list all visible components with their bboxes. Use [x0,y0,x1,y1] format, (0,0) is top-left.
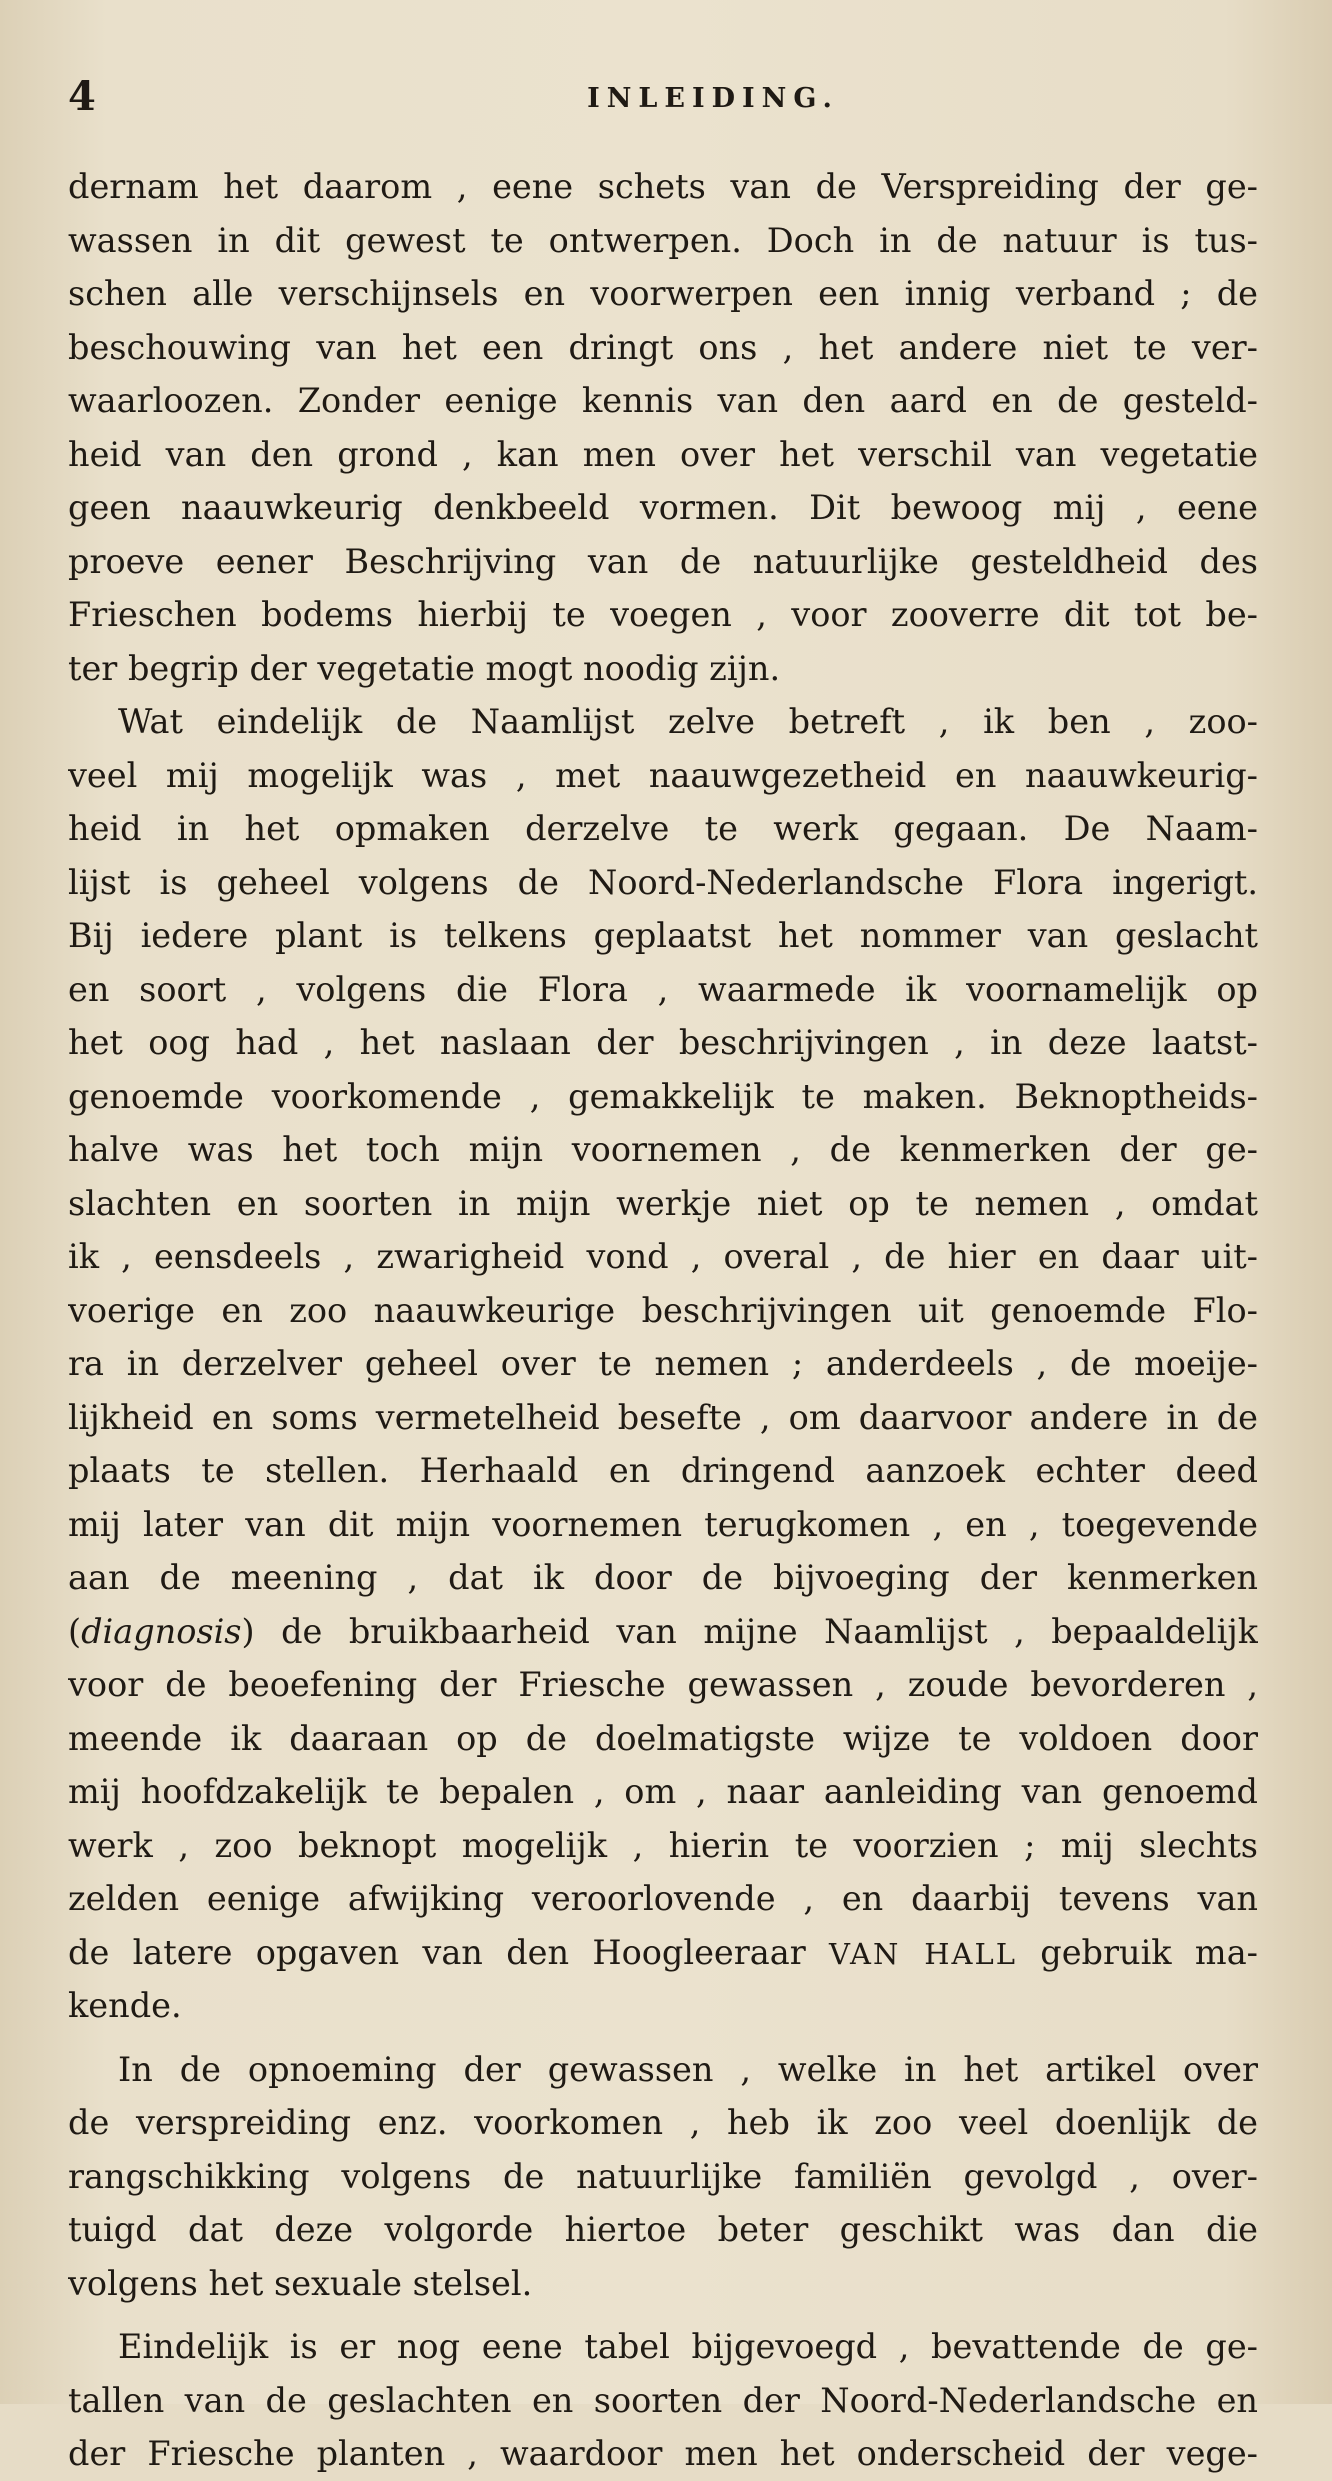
text-line: volgens het sexuale stelsel. [68,2263,533,2303]
text-line: werk , zoo beknopt mogelijk , hierin te voorzien ; mij slechts [68,1825,1258,1865]
text-line: heid in het opmaken derzelve te werk gegaan. De Naam- [68,809,1258,848]
page-number: 4 [68,73,96,120]
text-line: Frieschen bodems hierbij te voegen , voor zooverre dit tot be- [68,595,1258,634]
text-line: tuigd dat deze volgorde hiertoe beter geschikt was dan die [68,2210,1258,2249]
author-name: VAN HALL [829,1936,1017,1971]
paragraph [68,695,1258,2033]
text-line: geen naauwkeurig denkbeeld vormen. Dit bewoog mij , eene [68,488,1258,527]
text-line: (diagnosis) de bruikbaarheid van mijne Naamlijst , bepaaldelijk [68,1611,1258,1651]
text-line: veel mij mogelijk was , met naauwgezetheid en naauwkeurig- [68,755,1258,795]
paragraph [68,2043,1258,2311]
paragraph-gap [68,2310,1258,2320]
text-line: Wat eindelijk de Naamlijst zelve betreft , ik ben , zoo- [118,702,1258,741]
text-line: plaats te stellen. Herhaald en dringend aanzoek echter deed [68,1451,1258,1490]
text-line: wassen in dit gewest te ontwerpen. Doch in de natuur is tus- [68,220,1258,260]
text-line: Bij iedere plant is telkens geplaatst het nommer van geslacht [68,916,1258,955]
text-line: lijkheid en soms vermetelheid besefte , om daarvoor andere in de [68,1397,1258,1437]
text-line: schen alle verschijnsels en voorwerpen een innig verband ; de [68,274,1258,313]
text-line: en soort , volgens die Flora , waarmede ik voornamelijk op [68,969,1258,1009]
paragraph [68,160,1258,695]
text-line: dernam het daarom , eene schets van de Verspreiding der ge- [68,167,1258,206]
italic-term: diagnosis [81,1611,242,1651]
text-line: de latere opgaven van den Hoogleeraar VAN HALL gebruik ma- [68,1932,1258,1972]
text-line: mij hoofdzakelijk te bepalen , om , naar aanleiding van genoemd [68,1772,1258,1811]
text-line: ik , eensdeels , zwarigheid vond , overal , de hier en daar uit- [68,1237,1258,1276]
paragraph-gap [68,2033,1258,2043]
text-line: kende. [68,1986,182,2025]
text-line: het oog had , het naslaan der beschrijvingen , in deze laatst- [68,1023,1258,1062]
text-line: voor de beoefening der Friesche gewassen , zoude bevorderen , [68,1665,1258,1704]
text-line: voerige en zoo naauwkeurige beschrijvingen uit genoemde Flo- [68,1290,1258,1330]
text-line: aan de meening , dat ik door de bijvoeging der kenmerken [68,1558,1258,1597]
text-line: tallen van de geslachten en soorten der Noord-Nederlandsche en [68,2380,1258,2420]
text-line: meende ik daaraan op de doelmatigste wijze te voldoen door [68,1718,1258,1758]
text-line: halve was het toch mijn voornemen , de kenmerken der ge- [68,1130,1258,1169]
text-line: ter begrip der vegetatie mogt noodig zijn. [68,648,781,688]
page-header [68,72,1258,122]
text-line: zelden eenige afwijking veroorlovende , en daarbij tevens van [68,1879,1258,1918]
text-line: genoemde voorkomende , gemakkelijk te maken. Beknoptheids- [68,1076,1258,1116]
text-line: mij later van dit mijn voornemen terugkomen , en , toegevende [68,1504,1258,1544]
text-line: In de opnoeming der gewassen , welke in het artikel over [118,2049,1258,2089]
text-line: de verspreiding enz. voorkomen , heb ik zoo veel doenlijk de [68,2103,1258,2142]
text-line: der Friesche planten , waardoor men het onderscheid der vege- [68,2434,1258,2473]
body-text [68,160,1258,2481]
text-line: beschouwing van het een dringt ons , het andere niet te ver- [68,327,1258,367]
text-line: rangschikking volgens de natuurlijke familiën gevolgd , over- [68,2156,1258,2196]
text-line: slachten en soorten in mijn werkje niet op te nemen , omdat [68,1183,1258,1223]
text-line: lijst is geheel volgens de Noord-Nederlandsche Flora ingerigt. [68,862,1258,902]
text-line: waarloozen. Zonder eenige kennis van den aard en de gesteld- [68,381,1258,420]
text-line: proeve eener Beschrijving van de natuurlijke gesteldheid des [68,541,1258,581]
paragraph [68,2320,1258,2481]
text-line: Eindelijk is er nog eene tabel bijgevoegd , bevattende de ge- [118,2327,1258,2366]
text-line: heid van den grond , kan men over het verschil van vegetatie [68,434,1258,474]
text-line: ra in derzelver geheel over te nemen ; anderdeels , de moeije- [68,1344,1258,1383]
running-head: INLEIDING. [587,83,839,114]
